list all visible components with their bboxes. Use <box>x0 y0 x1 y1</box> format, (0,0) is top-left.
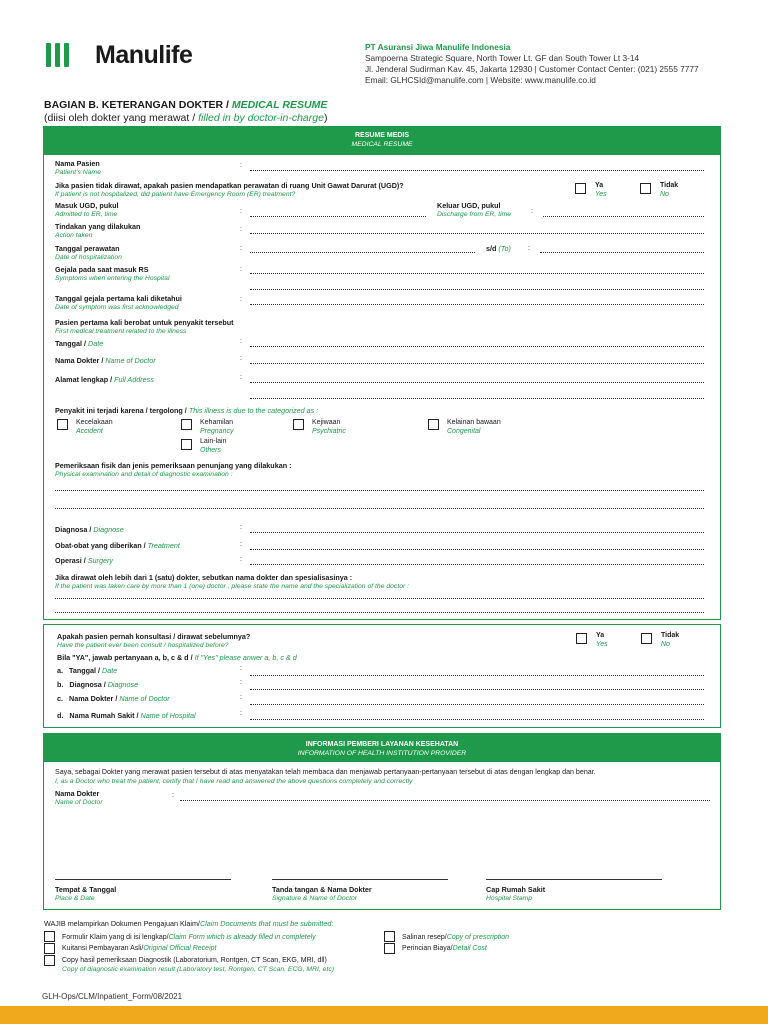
hosp-date-label-en: Date of hospitalization <box>55 254 122 261</box>
er-yes-label: Ya Yes <box>595 182 607 198</box>
provider-doctor-label: Nama Dokter <box>55 789 100 798</box>
hosp-date-from-field[interactable] <box>250 252 475 253</box>
consult-question: Apakah pasien pernah konsultasi / dirawat sebelumnya? <box>57 632 251 641</box>
symptoms-field-1[interactable] <box>250 273 704 274</box>
consult-no-checkbox[interactable] <box>641 633 652 644</box>
colon: : <box>240 355 242 362</box>
footer-accent-bar <box>0 1006 768 1024</box>
colon: : <box>240 665 242 672</box>
others-label: Lain-lain Others <box>200 438 227 454</box>
address-line-1: Sampoerna Strategic Square, North Tower Lt. GF dan South Tower Lt 3-14 <box>365 53 640 63</box>
symptom-date-field[interactable] <box>250 304 704 305</box>
colon: : <box>240 679 242 686</box>
provider-doctor-field[interactable] <box>180 800 710 801</box>
hosp-date-to-field[interactable] <box>540 252 704 253</box>
doc-claim-form-label: Formulir Klaim yang di isi lengkap/Claim Form which is already filled in completely <box>62 934 316 941</box>
signature-label-en: Signature & Name of Doctor <box>272 895 358 902</box>
company-name: PT Asuransi Jiwa Manulife Indonesia <box>365 42 511 52</box>
patient-name-field[interactable] <box>250 170 704 171</box>
action-label-en: Action taken <box>55 232 93 239</box>
consult-d-label: d. Nama Rumah Sakit / Name of Hospital <box>57 711 196 720</box>
symptom-date-label-en: Date of symptom was first acknowledged <box>55 304 179 311</box>
multi-doctor-label-en: If the patient was taken care by more than 1 (one) doctor , please state the name and the specialization of the doctor : <box>55 583 410 590</box>
doc-diagnostic-checkbox[interactable] <box>44 955 55 966</box>
diagnosis-label: Diagnosa / Diagnose <box>55 525 124 534</box>
provider-header-bar: INFORMASI PEMBERI LAYANAN KESEHATAN INFORMATION OF HEALTH INSTITUTION PROVIDER <box>43 733 721 762</box>
if-yes-label: Bila "YA", jawab pertanyaan a, b, c & d / If "Yes" please anwer a, b, c & d <box>57 653 297 662</box>
surgery-field[interactable] <box>250 564 704 565</box>
er-in-label-en: Admitted to ER, time <box>55 211 118 218</box>
action-label: Tindakan yang dilakukan <box>55 222 141 231</box>
hosp-date-label: Tanggal perawatan <box>55 244 120 253</box>
psychiatric-checkbox[interactable] <box>293 419 304 430</box>
place-date-line[interactable] <box>55 879 231 880</box>
diagnosis-field[interactable] <box>250 532 704 533</box>
provider-statement: Saya, sebagai Dokter yang merawat pasien tersebut di atas menyatakan telah membaca dan menjawab pertanyaan-pertanyaan tersebut di atas dengan lengkap dan benar. <box>55 768 596 776</box>
address-line-2: Jl. Jenderal Sudirman Kav. 45, Jakarta 12930 | Customer Contact Center: (021) 2555 7777 <box>365 64 699 74</box>
colon: : <box>240 556 242 563</box>
colon: : <box>240 338 242 345</box>
colon: : <box>240 296 242 303</box>
first-treat-date-field[interactable] <box>250 346 704 347</box>
manulife-logo-icon <box>46 43 72 69</box>
exam-field-2[interactable] <box>55 508 704 509</box>
consult-no-label: Tidak No <box>661 632 680 648</box>
colon: : <box>172 792 174 799</box>
signature-label: Tanda tangan & Nama Dokter <box>272 885 372 894</box>
colon: : <box>240 710 242 717</box>
multi-doctor-label: Jika dirawat oleh lebih dari 1 (satu) dokter, sebutkan nama dokter dan spesialisasinya : <box>55 573 353 582</box>
multi-doctor-field-1[interactable] <box>55 598 704 599</box>
provider-doctor-label-en: Name of Doctor <box>55 799 103 806</box>
consult-yes-checkbox[interactable] <box>576 633 587 644</box>
others-checkbox[interactable] <box>181 439 192 450</box>
congenital-checkbox[interactable] <box>428 419 439 430</box>
congenital-label: Kelainan bawaan Congenital <box>447 419 501 435</box>
consult-hospital-field[interactable] <box>250 719 704 720</box>
multi-doctor-field-2[interactable] <box>55 612 704 613</box>
colon: : <box>240 226 242 233</box>
colon: : <box>240 524 242 531</box>
colon: : <box>240 245 242 252</box>
first-treat-address-field-2[interactable] <box>250 398 704 399</box>
exam-field-1[interactable] <box>55 490 704 491</box>
sd-label: s/d (To) <box>486 244 511 253</box>
doc-diagnostic-label: Copy hasil pemeriksaan Diagnostik (Laboratorium, Rontgen, CT Scan, EKG, MRI, dll) <box>62 957 327 964</box>
er-yes-checkbox[interactable] <box>575 183 586 194</box>
colon: : <box>240 374 242 381</box>
pregnancy-checkbox[interactable] <box>181 419 192 430</box>
stamp-label: Cap Rumah Sakit <box>486 885 546 894</box>
doc-receipt-label: Kuitansi Pembayaran Asli/Original Official Receipt <box>62 945 217 952</box>
er-out-label-en: Discharge from ER, time <box>437 211 512 218</box>
exam-label-en: Physical examination and detail of diagnostic examination : <box>55 471 233 478</box>
consult-date-field[interactable] <box>250 675 704 676</box>
doc-cost-detail-checkbox[interactable] <box>384 943 395 954</box>
first-treat-address-label: Alamat lengkap / Full Address <box>55 375 154 384</box>
colon: : <box>240 694 242 701</box>
psychiatric-label: Kejiwaan Psychiatric <box>312 419 346 435</box>
action-field[interactable] <box>250 233 704 234</box>
er-in-field[interactable] <box>250 216 426 217</box>
doc-claim-form-checkbox[interactable] <box>44 931 55 942</box>
consult-doctor-field[interactable] <box>250 704 704 705</box>
patient-name-label: Nama Pasien <box>55 159 100 168</box>
resume-header-bar: RESUME MEDIS MEDICAL RESUME <box>43 126 721 155</box>
section-subtitle: (diisi oleh dokter yang merawat / filled in by doctor-in-charge) <box>44 112 328 124</box>
first-treat-address-field-1[interactable] <box>250 382 704 383</box>
form-code: GLH-Ops/CLM/Inpatient_Form/08/2021 <box>42 992 183 1001</box>
doc-prescription-label: Salinan resep/Copy of prescription <box>402 934 510 941</box>
er-out-label: Keluar UGD, pukul <box>437 201 501 210</box>
medicine-label: Obat-obat yang diberikan / Treatment <box>55 541 180 550</box>
pregnancy-label: Kehamilan Pregnancy <box>200 419 234 435</box>
documents-title: WAJIB melampirkan Dokumen Pengajuan Klaim/Claim Documents that must be submitted: <box>44 919 334 928</box>
colon: : <box>528 245 530 252</box>
section-title: BAGIAN B. KETERANGAN DOKTER / MEDICAL RESUME <box>44 99 328 111</box>
logo-text: Manulife <box>95 41 193 69</box>
colon: : <box>531 208 533 215</box>
surgery-label: Operasi / Surgery <box>55 556 113 565</box>
exam-label: Pemeriksaan fisik dan jenis pemeriksaan penunjang yang dilakukan : <box>55 461 292 470</box>
symptoms-field-2[interactable] <box>250 289 704 290</box>
doc-receipt-checkbox[interactable] <box>44 943 55 954</box>
consult-a-label: a. Tanggal / Date <box>57 666 118 675</box>
doc-cost-detail-label: Perincian Biaya/Detail Cost <box>402 945 487 952</box>
er-question: Jika pasien tidak dirawat, apakah pasien mendapatkan perawatan di ruang Unit Gawat Darurat (UGD)? <box>55 181 404 190</box>
er-in-label: Masuk UGD, pukul <box>55 201 119 210</box>
first-treat-doctor-field[interactable] <box>250 363 704 364</box>
stamp-line[interactable] <box>486 879 662 880</box>
consult-yes-label: Ya Yes <box>596 632 608 648</box>
consult-c-label: c. Nama Dokter / Name of Doctor <box>57 694 170 703</box>
accident-label: Kecelakaan Accident <box>76 419 113 435</box>
place-date-label: Tempat & Tanggal <box>55 885 117 894</box>
colon: : <box>240 208 242 215</box>
er-question-en: If patient is not hospitalized, did patient have Emergency Room (ER) treatment? <box>55 191 296 198</box>
er-no-label: Tidak No <box>660 182 679 198</box>
doc-diagnostic-label-en: Copy of diagnostic examination result (Laboratory test, Rontgen, CT Scan, ECG, MRI, etc) <box>62 966 334 973</box>
company-info <box>365 42 699 86</box>
consult-question-en: Have the patient ever been consult / hospitalized before? <box>57 642 229 649</box>
colon: : <box>240 162 242 169</box>
first-treat-label-en: First medical treatment related to the illness <box>55 328 187 335</box>
medicine-field[interactable] <box>250 549 704 550</box>
provider-statement-en: I, as a Doctor who treat the patient, certify that I have read and answered the above questions completely and correctly <box>55 778 413 785</box>
contact-line: Email: GLHCSId@manulife.com | Website: www.manulife.co.id <box>365 75 596 85</box>
first-treat-doctor-label: Nama Dokter / Name of Doctor <box>55 356 156 365</box>
consult-diagnosis-field[interactable] <box>250 689 704 690</box>
first-treat-date-label: Tanggal / Date <box>55 339 104 348</box>
first-treat-label: Pasien pertama kali berobat untuk penyakit tersebut <box>55 318 234 327</box>
er-no-checkbox[interactable] <box>640 183 651 194</box>
colon: : <box>240 266 242 273</box>
signature-line[interactable] <box>272 879 448 880</box>
accident-checkbox[interactable] <box>57 419 68 430</box>
symptoms-label-en: Symptoms when entering the Hospital <box>55 275 170 282</box>
doc-prescription-checkbox[interactable] <box>384 931 395 942</box>
er-out-field[interactable] <box>543 216 704 217</box>
symptom-date-label: Tanggal gejala pertama kali diketahui <box>55 294 182 303</box>
consult-b-label: b. Diagnosa / Diagnose <box>57 680 139 689</box>
colon: : <box>240 541 242 548</box>
symptoms-label: Gejala pada saat masuk RS <box>55 265 149 274</box>
place-date-label-en: Place & Date <box>55 895 95 902</box>
cause-label: Penyakit ini terjadi karena / tergolong / This illness is due to the categorized as : <box>55 406 319 415</box>
patient-name-label-en: Patient's Name <box>55 169 101 176</box>
stamp-label-en: Hospital Stamp <box>486 895 533 902</box>
